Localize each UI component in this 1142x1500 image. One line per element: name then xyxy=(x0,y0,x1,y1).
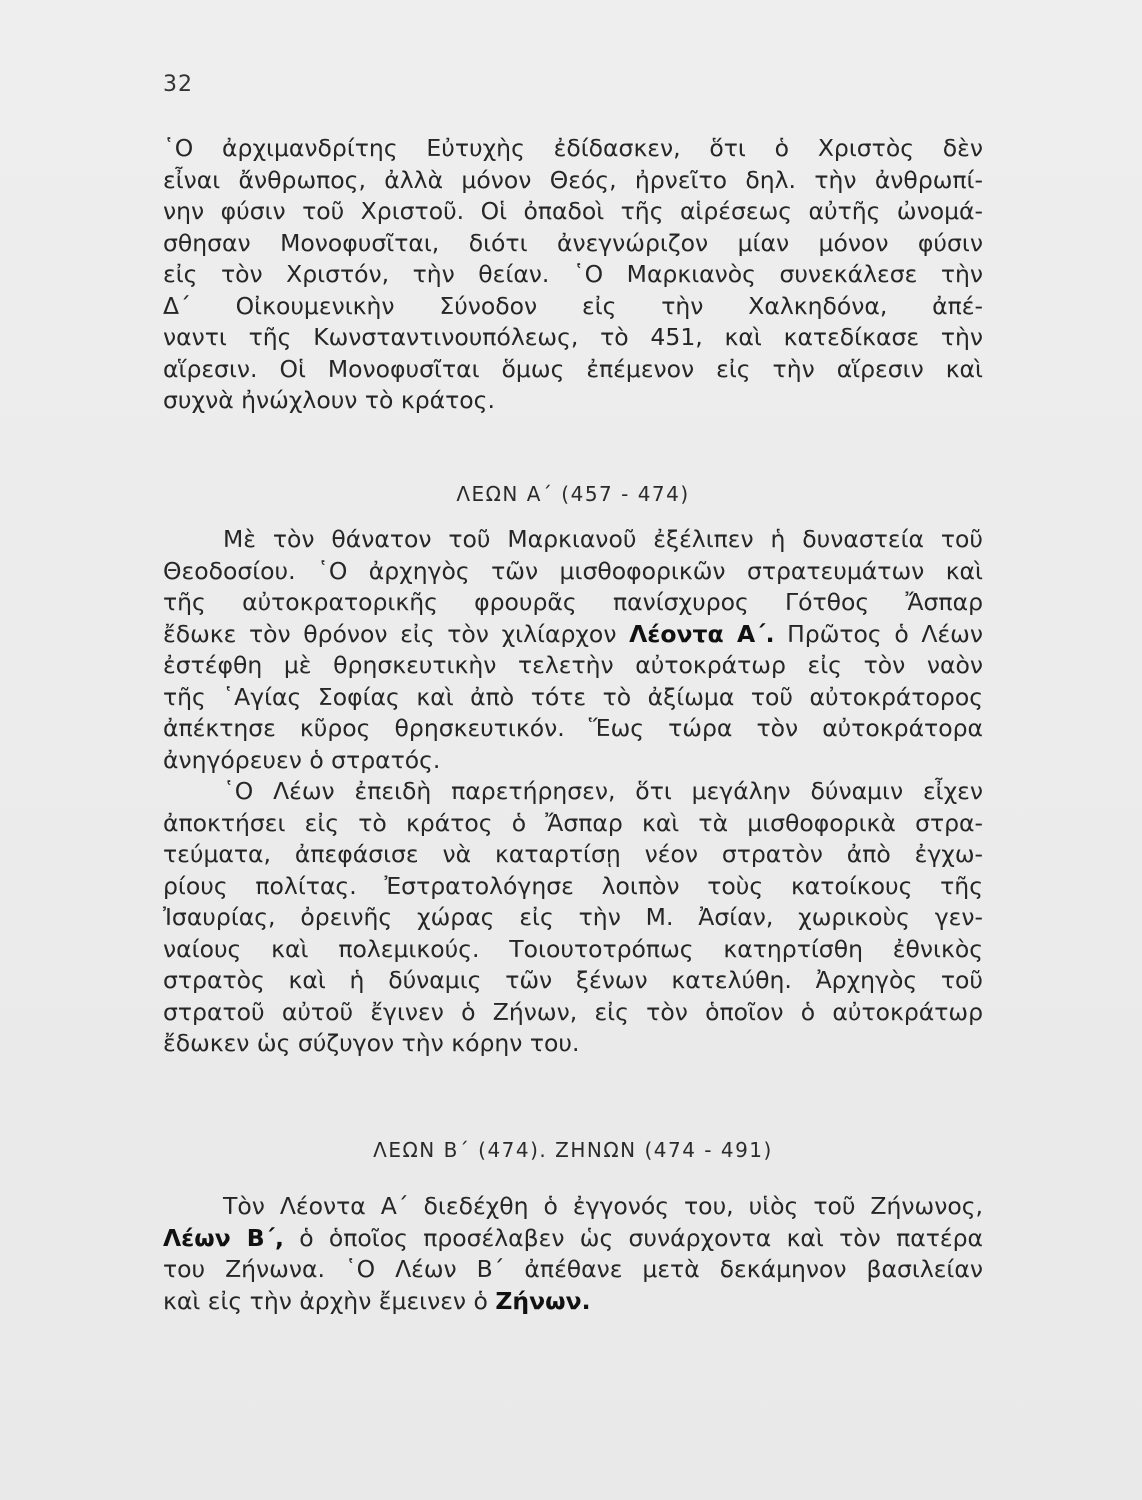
text-line: ἔδωκεν ὡς σύζυγον τὴν κόρην του. xyxy=(163,1029,580,1057)
text-segment: Πρῶτος ὁ Λέων xyxy=(787,619,983,648)
bold-name: Ζήνων. xyxy=(495,1286,591,1315)
section-heading-leo-ii-zeno: ΛΕΩΝ Β΄ (474). ΖΗΝΩΝ (474 - 491) xyxy=(373,1138,773,1162)
text-line: στρατοῦ αὐτοῦ ἔγινεν ὁ Ζήνων, εἰς τὸν ὁποῖον ὁ αὐτοκράτωρ xyxy=(163,997,983,1026)
paragraph-monophysites xyxy=(163,133,983,417)
text-line: ἀποκτήσει εἰς τὸ κράτος ὁ Ἄσπαρ καὶ τὰ μισθοφορικὰ στρα- xyxy=(163,808,983,837)
text-line: τῆς ῾Αγίας Σοφίας καὶ ἀπὸ τότε τὸ ἀξίωμα τοῦ αὐτοκράτορος xyxy=(163,682,983,711)
paragraph-leo-i xyxy=(163,524,983,1060)
text-line: Δ΄ Οἰκουμενικὴν Σύνοδον εἰς τὴν Χαλκηδόνα, ἀπέ- xyxy=(163,291,983,320)
text-line: νην φύσιν τοῦ Χριστοῦ. Οἱ ὀπαδοὶ τῆς αἱρέσεως αὐτῆς ὠνομά- xyxy=(163,197,983,225)
text-segment: καὶ εἰς τὴν ἀρχὴν ἔμεινεν ὁ xyxy=(163,1286,488,1315)
text-line: Ἰσαυρίας, ὀρεινῆς χώρας εἰς τὴν Μ. Ἀσίαν, χωρικοὺς γεν- xyxy=(163,903,983,931)
text-line: Θεοδοσίου. ῾Ο ἀρχηγὸς τῶν μισθοφορικῶν στρατευμάτων καὶ xyxy=(163,556,983,585)
text-line: του Ζήνωνα. ῾Ο Λέων Β΄ ἀπέθανε μετὰ δεκάμηνον βασιλείαν xyxy=(163,1255,983,1283)
text-line: ρίους πολίτας. Ἐστρατολόγησε λοιπὸν τοὺς κατοίκους τῆς xyxy=(163,871,983,900)
text-line: ἀπέκτησε κῦρος θρησκευτικόν. Ἕως τώρα τὸν αὐτοκράτορα xyxy=(163,714,983,742)
paragraph-leo-ii-zeno xyxy=(163,1191,983,1317)
text-line: συχνὰ ἠνώχλουν τὸ κράτος. xyxy=(163,386,495,414)
text-line: ῾Ο ἀρχιμανδρίτης Εὐτυχὴς ἐδίδασκεν, ὅτι ὁ Χριστὸς δὲν xyxy=(163,134,983,162)
bold-name: Λέων Β΄, xyxy=(163,1223,284,1252)
text-segment: ὁ ὁποῖος προσέλαβεν ὡς συνάρχοντα καὶ τὸν πατέρα xyxy=(299,1223,983,1252)
text-line: αἵρεσιν. Οἱ Μονοφυσῖται ὅμως ἐπέμενον εἰς τὴν αἵρεσιν καὶ xyxy=(163,354,983,383)
text-line: ἐστέφθη μὲ θρησκευτικὴν τελετὴν αὐτοκράτωρ εἰς τὸν ναὸν xyxy=(163,651,983,679)
text-line: εἶναι ἄνθρωπος, ἀλλὰ μόνον Θεός, ἠρνεῖτο δηλ. τὴν ἀνθρωπί- xyxy=(163,165,983,194)
text-line: ναίους καὶ πολεμικούς. Τοιουτοτρόπως κατηρτίσθη ἐθνικὸς xyxy=(163,934,983,963)
bold-name: Λέοντα Α΄. xyxy=(629,619,775,648)
text-line: εἰς τὸν Χριστόν, τὴν θείαν. ῾Ο Μαρκιανὸς συνεκάλεσε τὴν xyxy=(163,260,983,288)
text-line: ῾Ο Λέων ἐπειδὴ παρετήρησεν, ὅτι μεγάλην δύναμιν εἶχεν xyxy=(223,777,983,805)
text-line: τεύματα, ἀπεφάσισε νὰ καταρτίσῃ νέον στρατὸν ἀπὸ ἐγχω- xyxy=(163,840,983,868)
text-line: σθησαν Μονοφυσῖται, διότι ἀνεγνώριζον μίαν μόνον φύσιν xyxy=(163,228,983,257)
text-segment: ἔδωκε τὸν θρόνον εἰς τὸν χιλίαρχον xyxy=(163,619,617,648)
text-line xyxy=(163,1223,983,1255)
text-line: στρατὸς καὶ ἡ δύναμις τῶν ξένων κατελύθη. Ἀρχηγὸς τοῦ xyxy=(163,966,983,994)
text-line: Μὲ τὸν θάνατον τοῦ Μαρκιανοῦ ἐξέλιπεν ἡ δυναστεία τοῦ xyxy=(223,525,983,553)
text-line: Τὸν Λέοντα Α΄ διεδέχθη ὁ ἐγγονός του, υἱὸς τοῦ Ζήνωνος, xyxy=(223,1192,983,1220)
text-line: ἀνηγόρευεν ὁ στρατός. xyxy=(163,745,441,774)
section-heading-leo-i: ΛΕΩΝ Α΄ (457 - 474) xyxy=(456,482,690,506)
text-line xyxy=(163,1286,983,1318)
text-line xyxy=(163,619,983,651)
page-number: 32 xyxy=(163,72,193,97)
text-line: τῆς αὐτοκρατορικῆς φρουρᾶς πανίσχυρος Γότθος Ἄσπαρ xyxy=(163,588,983,616)
text-line: ναντι τῆς Κωνσταντινουπόλεως, τὸ 451, καὶ κατεδίκασε τὴν xyxy=(163,323,983,351)
